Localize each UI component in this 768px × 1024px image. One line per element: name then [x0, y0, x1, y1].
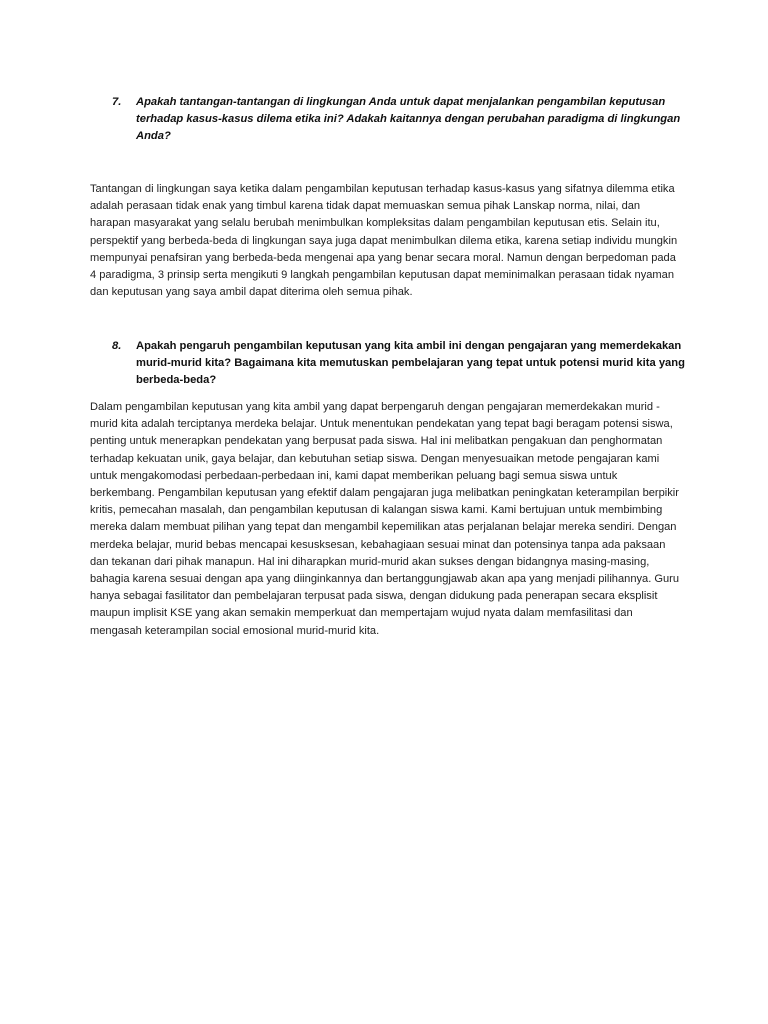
question-8-number: 8. [112, 340, 122, 352]
question-7 [112, 94, 690, 145]
question-8-text: Apakah pengaruh pengambilan keputusan yang kita ambil ini dengan pengajaran yang memerdekakan murid-murid kita? Bagaimana kita memutuskan pembelajaran yang tepat untuk potensi murid kita yang berbeda-beda? [136, 340, 685, 386]
answer-8-paragraph: Dalam pengambilan keputusan yang kita ambil yang dapat berpengaruh dengan pengajaran memerdekakan murid -murid kita adalah terciptanya merdeka belajar. Untuk menentukan pendekatan yang tepat bagi beragam potensi siswa, penting untuk menerapkan pendekatan yang berpusat pada siswa. Hal ini melibatkan pengakuan dan penghormatan terhadap kekuatan unik, gaya belajar, dan kebutuhan setiap siswa. Dengan menyesuaikan metode pengajaran kami untuk mengakomodasi perbedaan-perbedaan ini, kami dapat memberikan peluang bagi semua siswa untuk berkembang. Pengambilan keputusan yang efektif dalam pengajaran juga melibatkan peningkatan keterampilan berpikir kritis, pemecahan masalah, dan pengambilan keputusan di kalangan siswa kami. Kami bertujuan untuk membimbing mereka dalam membuat pilihan yang tepat dan mengambil kepemilikan atas perjalanan belajar mereka sendiri. Dengan merdeka belajar, murid bebas mencapai kesusksesan, kebahagiaan sesuai minat dan potensinya tanpa ada paksaan dan tekanan dari pihak manapun. Hal ini diharapkan murid-murid akan sukses dengan bidangnya masing-masing, bahagia karena sesuai dengan apa yang diinginkannya dan bertanggungjawab akan apa yang menjadi pilihannya. Guru hanya sebagai fasilitator dan pembelajaran terpusat pada siswa, dengan didukung pada penerapan secara eksplisit maupun implisit KSE yang akan semakin memperkuat dan mempertajam wujud nyata dalam memfasilitasi dan mengasah keterampilan social emosional murid-murid kita. [90, 401, 680, 637]
question-7-text: Apakah tantangan-tantangan di lingkungan Anda untuk dapat menjalankan pengambilan keputusan terhadap kasus-kasus dilema etika ini? Adakah kaitannya dengan perubahan paradigma di lingkungan Anda? [136, 96, 681, 142]
question-8 [112, 338, 690, 389]
question-7-number: 7. [112, 96, 122, 108]
answer-7-paragraph: Tantangan di lingkungan saya ketika dalam pengambilan keputusan terhadap kasus-kasus yang sifatnya dilemma etika adalah perasaan tidak enak yang timbul karena tidak dapat memuaskan semua pihak Lanskap norma, nilai, dan harapan masyarakat yang selalu berubah menimbulkan kompleksitas dalam pengambilan keputusan etis. Selain itu, perspektif yang berbeda-beda di lingkungan saya juga dapat menimbulkan dilema etika, karena setiap individu mungkin mempunyai penafsiran yang berbeda-beda mengenai apa yang benar secara moral. Namun dengan berpedoman pada 4 paradigma, 3 prinsip serta mengikuti 9 langkah pengambilan keputusan dapat meminimalkan perasaan tidak nyaman dan keputusan yang saya ambil dapat diterima oleh semua pihak. [90, 183, 678, 299]
